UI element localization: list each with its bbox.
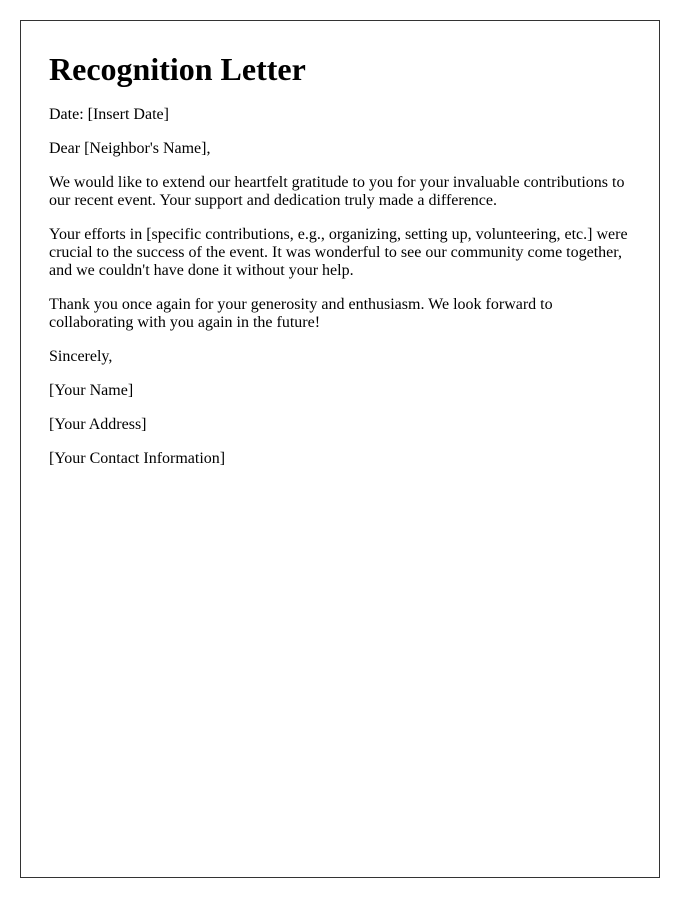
- letter-closing: Sincerely,: [49, 348, 113, 365]
- letter-title: Recognition Letter: [49, 51, 306, 87]
- letter-salutation: Dear [Neighbor's Name],: [49, 140, 211, 157]
- letter-paragraph-3: Thank you once again for your generosity and enthusiasm. We look forward to collaborating with you again in the future!: [49, 296, 553, 331]
- signature-contact: [Your Contact Information]: [49, 450, 226, 467]
- letter-page: [20, 20, 660, 878]
- signature-address: [Your Address]: [49, 416, 147, 433]
- letter-paragraph-1: We would like to extend our heartfelt gratitude to you for your invaluable contributions to our recent event. Your support and dedication truly made a difference.: [49, 174, 625, 209]
- letter-paragraph-2: Your efforts in [specific contributions, e.g., organizing, setting up, volunteering, etc.] were crucial to the success of the event. It was wonderful to see our community come together, and we couldn't have done it without your help.: [49, 226, 628, 279]
- letter-date: Date: [Insert Date]: [49, 106, 169, 123]
- signature-name: [Your Name]: [49, 382, 134, 399]
